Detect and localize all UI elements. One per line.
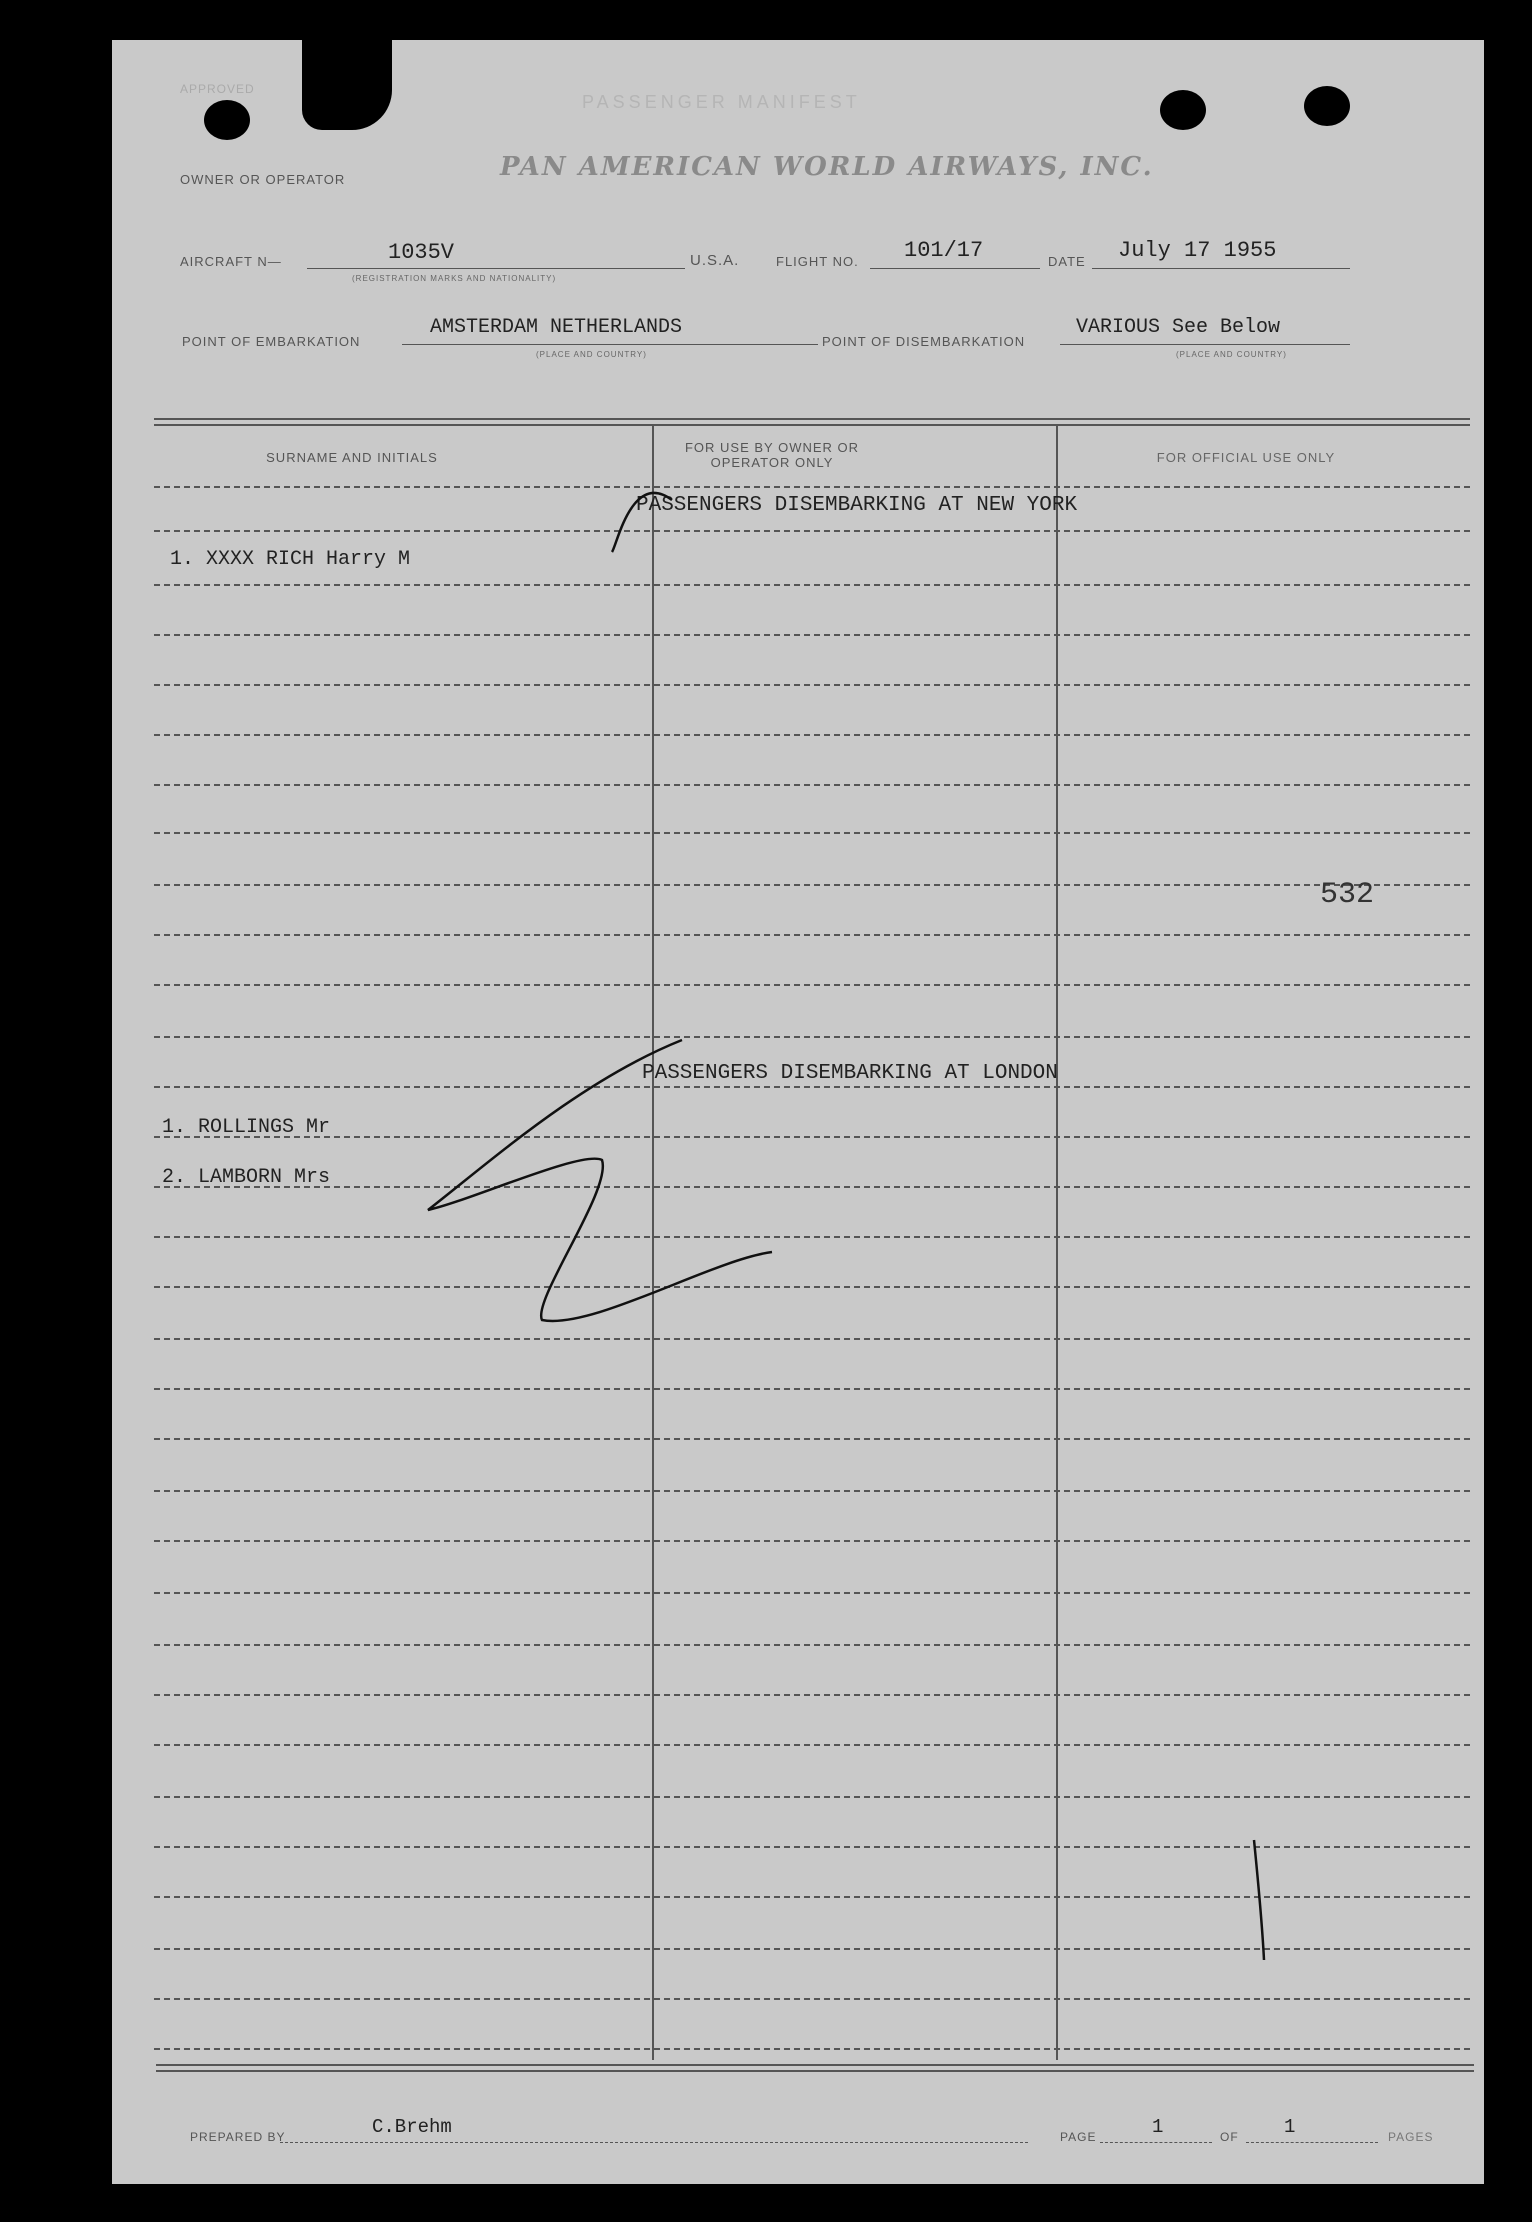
- form-title-faint: PASSENGER MANIFEST: [582, 92, 861, 112]
- passenger-row: 1. XXXX RICH Harry M: [170, 548, 411, 571]
- usa-label: U.S.A.: [690, 252, 740, 269]
- passenger-row: 2. LAMBORN Mrs: [162, 1166, 331, 1189]
- disembark-value: VARIOUS See Below: [1076, 316, 1281, 339]
- embark-value: AMSTERDAM NETHERLANDS: [430, 316, 683, 339]
- col-surname-header: SURNAME AND INITIALS: [266, 450, 438, 465]
- disembark-label: POINT OF DISEMBARKATION: [822, 334, 1026, 349]
- owner-label: OWNER OR OPERATOR: [180, 172, 346, 187]
- scribble-mark: [428, 1040, 772, 1321]
- official-number: 532: [1320, 878, 1375, 912]
- tick-mark: [1254, 1840, 1264, 1960]
- date-label: DATE: [1048, 254, 1086, 269]
- embark-label: POINT OF EMBARKATION: [182, 334, 361, 349]
- date-value: July 17 1955: [1118, 238, 1277, 263]
- section-london: PASSENGERS DISEMBARKING AT LONDON: [642, 1062, 1058, 1085]
- of-label: OF: [1220, 2130, 1239, 2144]
- col-owner-header: FOR USE BY OWNER OR OPERATOR ONLY: [684, 440, 860, 470]
- of-value: 1: [1284, 2116, 1296, 2138]
- section-newyork: PASSENGERS DISEMBARKING AT NEW YORK: [636, 494, 1078, 517]
- disembark-caption: (PLACE AND COUNTRY): [1176, 350, 1287, 359]
- page-label: PAGE: [1060, 2130, 1097, 2144]
- flight-label: FLIGHT NO.: [776, 254, 859, 269]
- prepared-label: PREPARED BY: [190, 2130, 286, 2144]
- checkmark: [612, 493, 672, 552]
- pages-label: PAGES: [1388, 2130, 1434, 2144]
- prepared-value: C.Brehm: [372, 2116, 452, 2138]
- aircraft-value: 1035V: [388, 240, 455, 265]
- aircraft-label: AIRCRAFT N—: [180, 254, 282, 269]
- registration-caption: (REGISTRATION MARKS AND NATIONALITY): [352, 274, 557, 283]
- company-name: PAN AMERICAN WORLD AIRWAYS, INC.: [500, 152, 1154, 182]
- approved-stamp: APPROVED: [180, 82, 255, 96]
- passenger-row: 1. ROLLINGS Mr: [162, 1116, 331, 1139]
- col-official-header: FOR OFFICIAL USE ONLY: [1156, 450, 1336, 465]
- flight-value: 101/17: [904, 238, 984, 263]
- handwritten-marks: [112, 40, 1484, 2184]
- embark-caption: (PLACE AND COUNTRY): [536, 350, 647, 359]
- manifest-sheet: [112, 40, 1484, 2184]
- page-value: 1: [1152, 2116, 1164, 2138]
